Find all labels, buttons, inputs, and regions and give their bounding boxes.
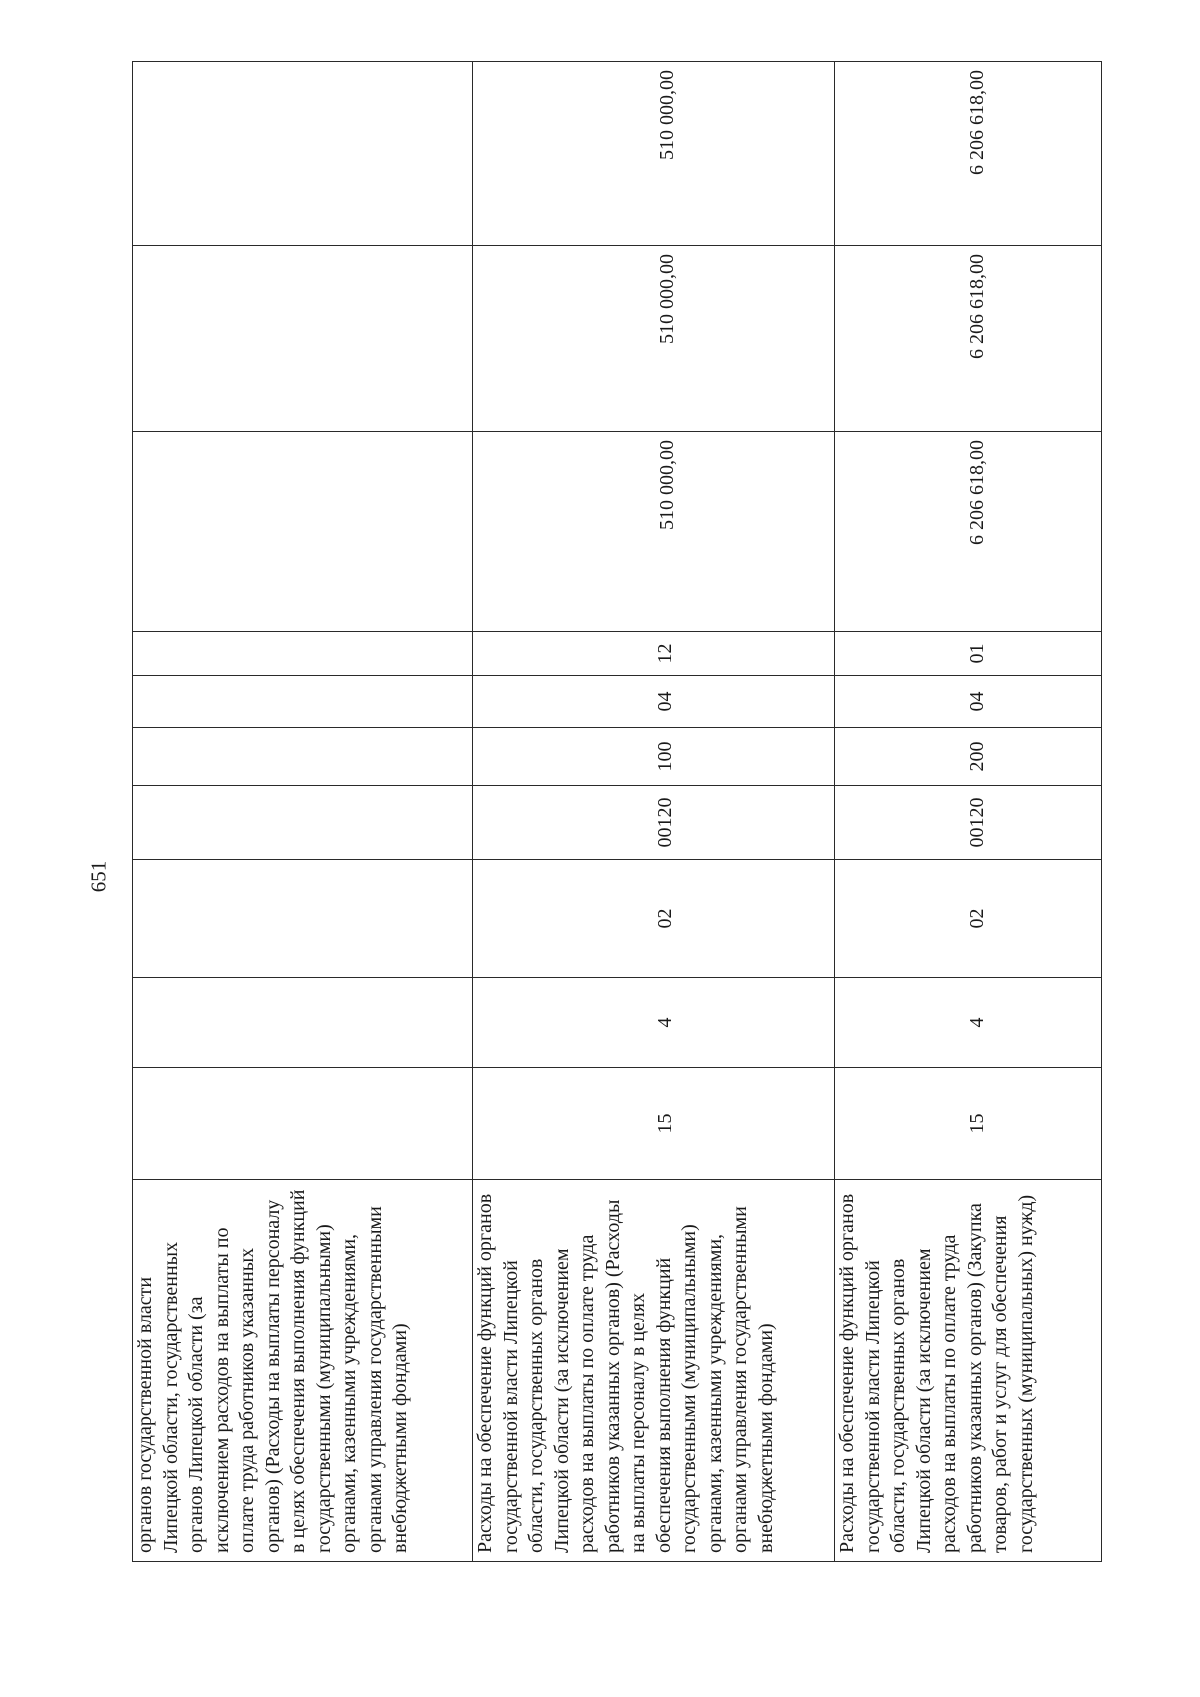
amount-cell bbox=[835, 432, 1102, 632]
table-row bbox=[473, 62, 835, 1562]
code-cell bbox=[835, 676, 1102, 728]
amount-cell bbox=[473, 62, 835, 246]
amount-cell bbox=[835, 246, 1102, 432]
code-value: 02 bbox=[966, 908, 988, 929]
code-cell bbox=[835, 1068, 1102, 1180]
amount-value: 6 206 618,00 bbox=[966, 70, 988, 175]
page-number: 651 bbox=[86, 860, 111, 893]
code-cell bbox=[133, 632, 473, 676]
amount-cell bbox=[133, 246, 473, 432]
code-value: 12 bbox=[654, 643, 676, 664]
code-value: 00120 bbox=[654, 797, 676, 848]
amount-cell bbox=[133, 62, 473, 246]
code-cell bbox=[835, 860, 1102, 978]
row-name-cell: органов государственной власти Липецкой области, государственных органов Липецкой области (за исключением расходов на выплаты по оплате труда работников указанных органов) (Расходы на выплаты персоналу в целях обеспечения выполнения функций государственными (муниципальными) органами, казенными учреждениями, органами управления государственными внебюджетными фондами) bbox=[133, 1180, 473, 1562]
code-cell bbox=[133, 786, 473, 860]
code-value: 4 bbox=[966, 1017, 988, 1028]
amount-value: 6 206 618,00 bbox=[966, 440, 988, 545]
code-cell bbox=[133, 978, 473, 1068]
budget-table-frame bbox=[132, 62, 1101, 1562]
amount-cell bbox=[473, 246, 835, 432]
amount-value: 6 206 618,00 bbox=[966, 254, 988, 359]
code-cell bbox=[473, 1068, 835, 1180]
table-row bbox=[835, 62, 1102, 1562]
code-value: 15 bbox=[654, 1113, 676, 1134]
budget-table-rotated bbox=[132, 62, 1101, 1562]
code-value: 00120 bbox=[966, 797, 988, 848]
code-value: 02 bbox=[654, 908, 676, 929]
amount-cell bbox=[133, 432, 473, 632]
amount-value: 510 000,00 bbox=[656, 70, 678, 160]
budget-table bbox=[132, 61, 1102, 1562]
code-cell bbox=[473, 786, 835, 860]
code-value: 04 bbox=[654, 691, 676, 712]
amount-cell bbox=[835, 62, 1102, 246]
code-cell bbox=[473, 632, 835, 676]
code-value: 200 bbox=[966, 741, 988, 772]
code-cell bbox=[835, 978, 1102, 1068]
code-cell bbox=[133, 1068, 473, 1180]
amount-value: 510 000,00 bbox=[656, 254, 678, 344]
code-value: 4 bbox=[654, 1017, 676, 1028]
amount-cell bbox=[473, 432, 835, 632]
code-cell bbox=[835, 786, 1102, 860]
row-name-cell: Расходы на обеспечение функций органов государственной власти Липецкой области, государственных органов Липецкой области (за исключением расходов на выплаты по оплате труда работников указанных органов) (Закупка товаров, работ и услуг для обеспечения государственных (муниципальных) нужд) bbox=[835, 1180, 1102, 1562]
code-cell bbox=[133, 728, 473, 786]
row-name-cell: Расходы на обеспечение функций органов государственной власти Липецкой области, государственных органов Липецкой области (за исключением расходов на выплаты по оплате труда работников указанных органов) (Расходы на выплаты персоналу в целях обеспечения выполнения функций государственными (муниципальными) органами, казенными учреждениями, органами управления государственными внебюджетными фондами) bbox=[473, 1180, 835, 1562]
code-cell bbox=[133, 860, 473, 978]
code-cell bbox=[473, 860, 835, 978]
code-cell bbox=[835, 728, 1102, 786]
code-value: 100 bbox=[654, 741, 676, 772]
code-value: 01 bbox=[966, 643, 988, 664]
code-cell bbox=[473, 978, 835, 1068]
code-cell bbox=[835, 632, 1102, 676]
code-cell bbox=[473, 728, 835, 786]
code-cell bbox=[133, 676, 473, 728]
amount-value: 510 000,00 bbox=[656, 440, 678, 530]
code-value: 15 bbox=[966, 1113, 988, 1134]
code-cell bbox=[473, 676, 835, 728]
table-row bbox=[133, 62, 473, 1562]
code-value: 04 bbox=[966, 691, 988, 712]
